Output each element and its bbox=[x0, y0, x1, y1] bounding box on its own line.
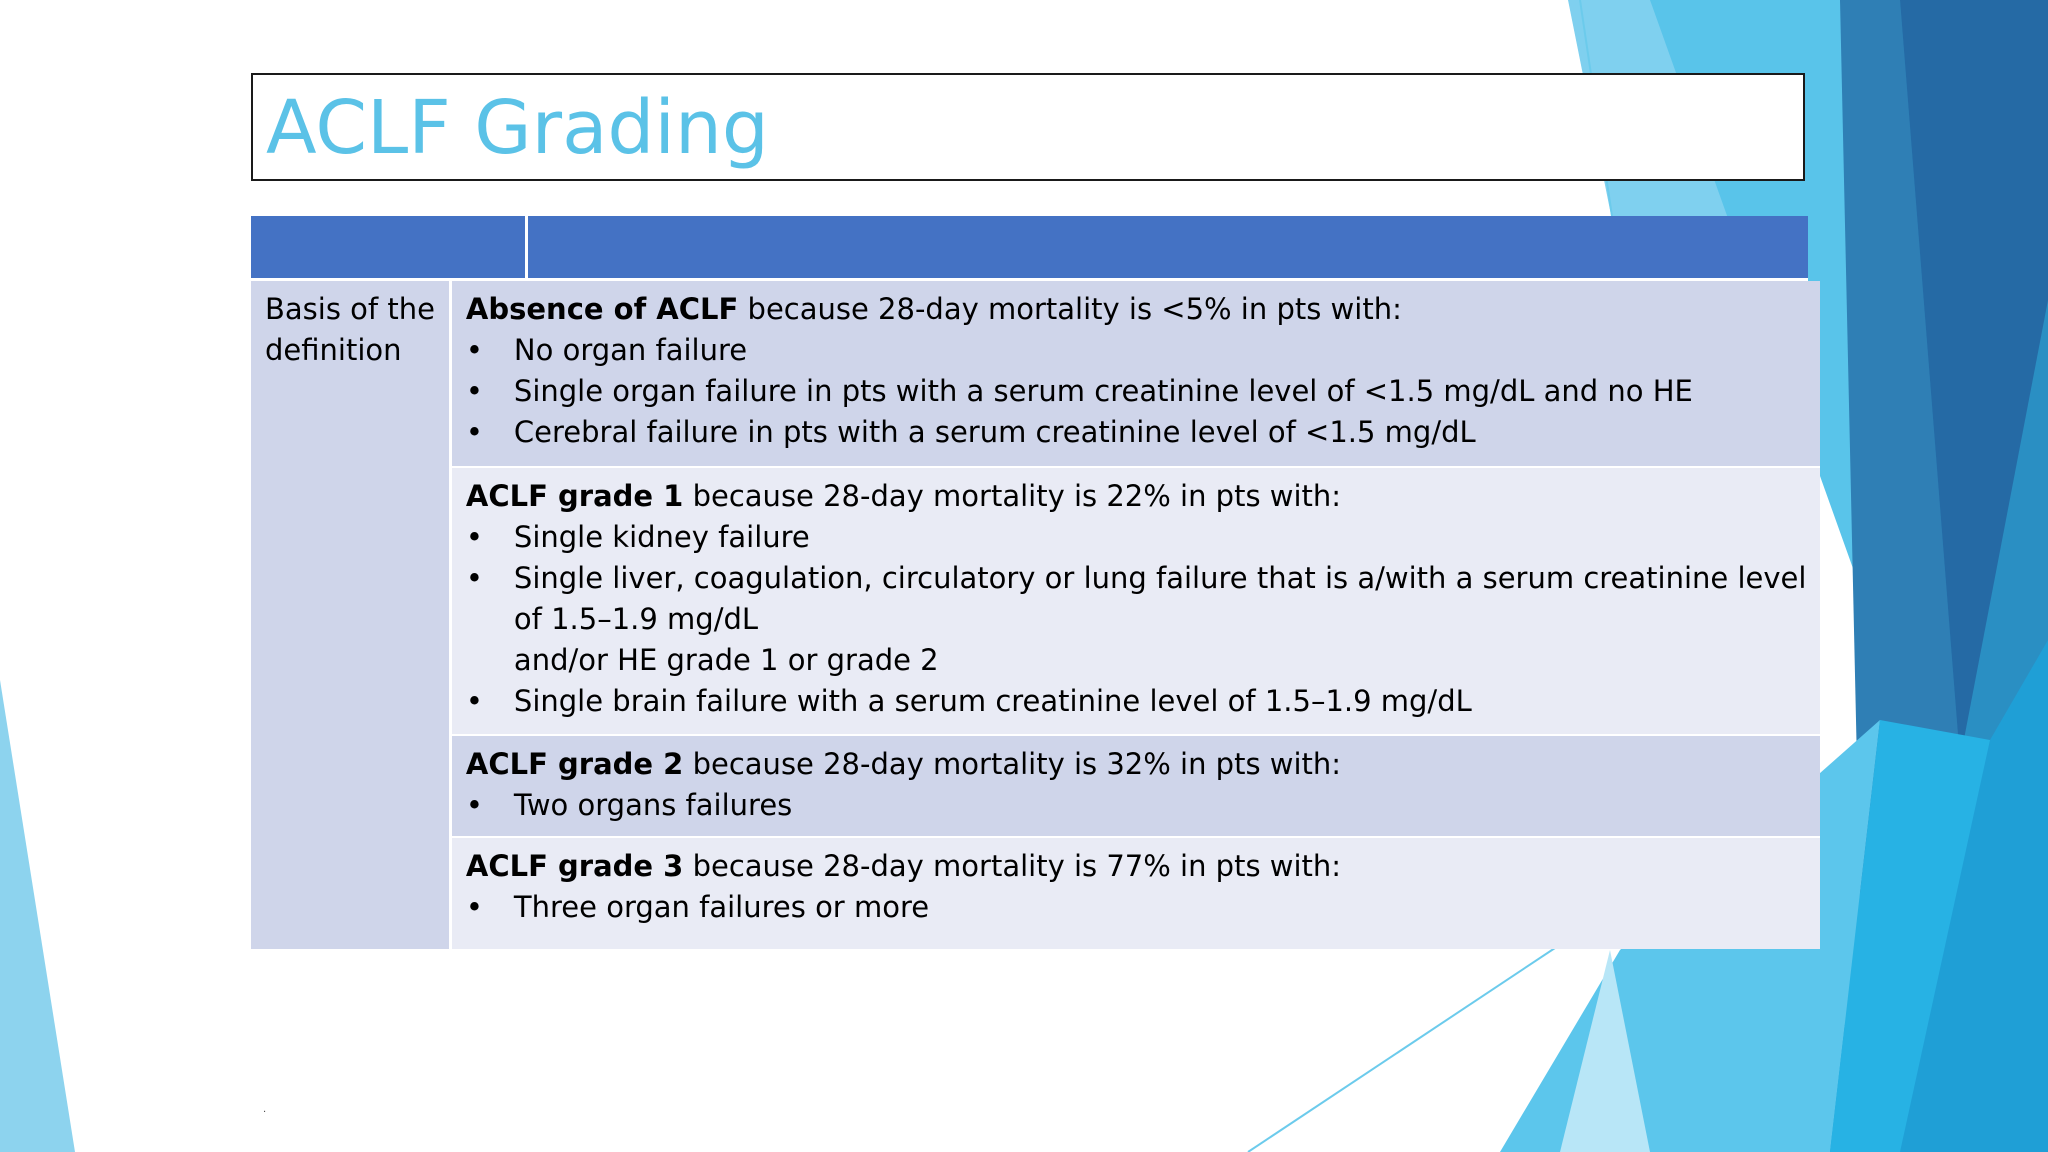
list-item bbox=[466, 371, 1807, 412]
basis-label-cell bbox=[251, 281, 452, 949]
list-item-text: Three organ failures or more bbox=[513, 890, 930, 924]
table-header-cell-1 bbox=[251, 216, 528, 278]
footer-mark: . bbox=[263, 1104, 267, 1115]
bullet-icon: • bbox=[465, 788, 484, 822]
section-heading-rest: because 28-day mortality is 22% in pts with: bbox=[683, 479, 1342, 513]
section-heading-bold: Absence of ACLF bbox=[465, 292, 739, 326]
list-item-text: Single kidney failure bbox=[513, 520, 810, 554]
bullet-icon: • bbox=[465, 890, 484, 924]
left-accent-shape bbox=[0, 680, 75, 1152]
section-heading-bold: ACLF grade 3 bbox=[465, 849, 684, 883]
list-item-continuation: of 1.5–1.9 mg/dL bbox=[513, 602, 759, 636]
list-item-text: Two organs failures bbox=[513, 788, 793, 822]
table-body-row bbox=[251, 281, 1808, 949]
section-heading-rest: because 28-day mortality is 77% in pts with: bbox=[683, 849, 1342, 883]
list-item-text: Single brain failure with a serum creatinine level of 1.5–1.9 mg/dL bbox=[513, 684, 1472, 718]
definition-column bbox=[452, 281, 1821, 949]
list-item bbox=[466, 887, 1807, 928]
aclf-grading-table bbox=[251, 216, 1808, 949]
list-item bbox=[466, 330, 1807, 371]
list-item-text: Single liver, coagulation, circulatory or lung failure that is a/with a serum creatinine level bbox=[513, 561, 1807, 595]
section-aclf-grade-1 bbox=[452, 468, 1821, 736]
list-item-continuation: and/or HE grade 1 or grade 2 bbox=[513, 643, 939, 677]
table-header-row bbox=[251, 216, 1808, 281]
basis-label-line-2: definition bbox=[265, 333, 402, 367]
bullet-icon: • bbox=[465, 374, 484, 408]
list-item bbox=[466, 681, 1807, 722]
section-aclf-grade-2 bbox=[452, 736, 1821, 838]
bullet-icon: • bbox=[465, 684, 484, 718]
section-heading-rest: because 28-day mortality is <5% in pts with: bbox=[738, 292, 1402, 326]
section-heading-bold: ACLF grade 2 bbox=[465, 747, 684, 781]
section-aclf-grade-3 bbox=[452, 838, 1821, 949]
section-heading bbox=[466, 289, 1807, 330]
list-item bbox=[466, 517, 1807, 558]
section-heading-bold: ACLF grade 1 bbox=[465, 479, 684, 513]
title-frame bbox=[251, 73, 1805, 181]
bullet-icon: • bbox=[465, 520, 484, 554]
section-heading bbox=[466, 744, 1807, 785]
basis-label-line-1: Basis of the bbox=[265, 292, 435, 326]
section-absence-of-aclf bbox=[452, 281, 1821, 468]
list-item-text: Single organ failure in pts with a serum creatinine level of <1.5 mg/dL and no HE bbox=[513, 374, 1693, 408]
bullet-icon: • bbox=[465, 561, 484, 595]
table-header-cell-2 bbox=[528, 216, 1808, 278]
slide-title: ACLF Grading bbox=[266, 85, 769, 171]
list-item bbox=[466, 785, 1807, 826]
bullet-icon: • bbox=[465, 333, 484, 367]
section-heading-rest: because 28-day mortality is 32% in pts with: bbox=[683, 747, 1342, 781]
bullet-icon: • bbox=[465, 415, 484, 449]
list-item bbox=[466, 558, 1807, 599]
list-item bbox=[466, 412, 1807, 453]
list-item-text: No organ failure bbox=[513, 333, 748, 367]
list-item-text: Cerebral failure in pts with a serum creatinine level of <1.5 mg/dL bbox=[513, 415, 1476, 449]
section-heading bbox=[466, 476, 1807, 517]
thin-diagonal-line bbox=[1248, 948, 1555, 1152]
section-heading bbox=[466, 846, 1807, 887]
